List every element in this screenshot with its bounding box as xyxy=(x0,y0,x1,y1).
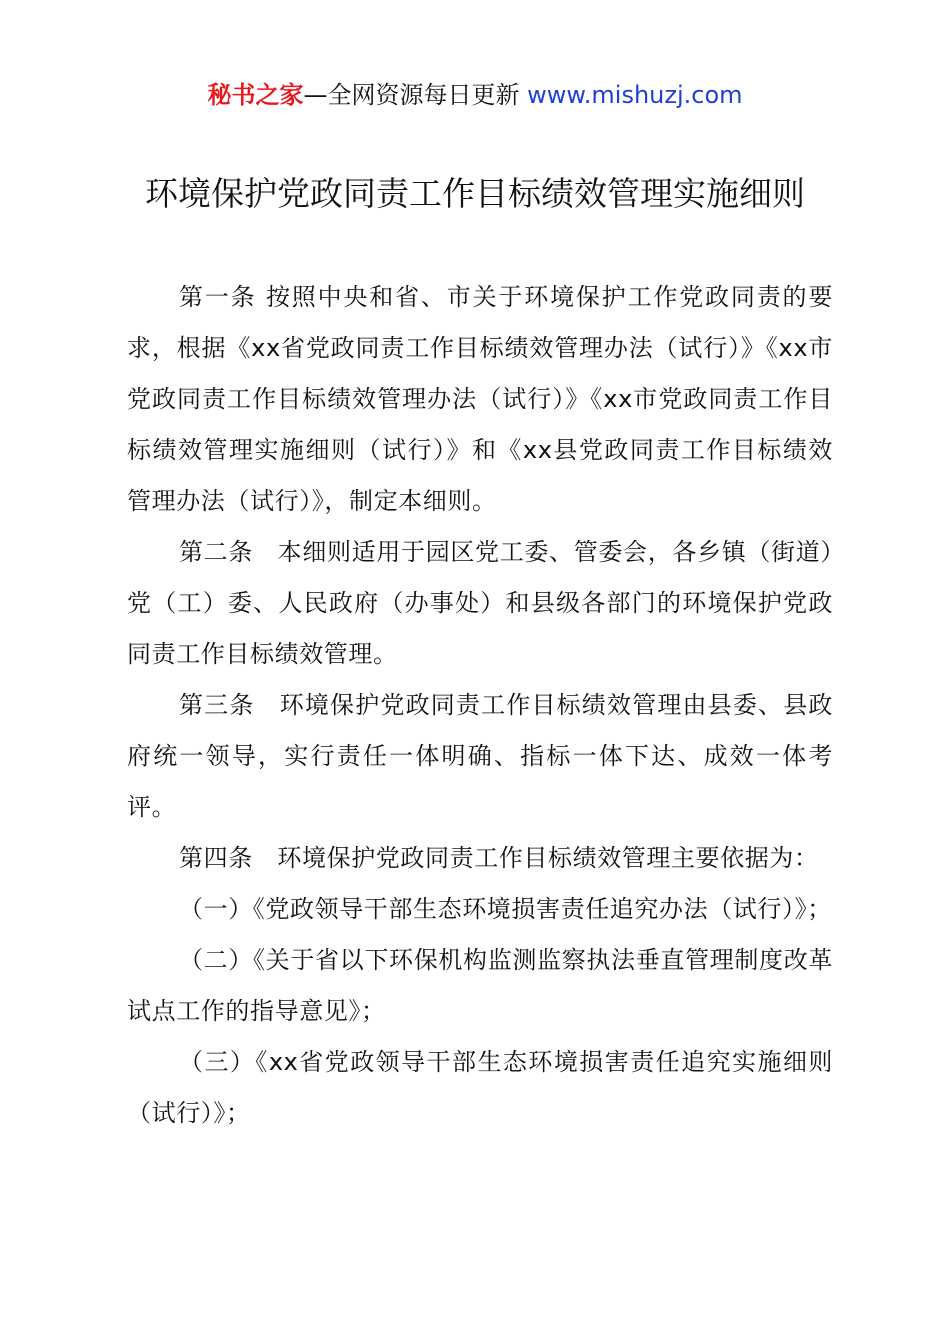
site-url-link[interactable]: www.mishuzj.com xyxy=(527,81,743,109)
article-4-paragraph: 第四条 环境保护党政同责工作目标绩效管理主要依据为： xyxy=(179,844,819,872)
brand-name: 秘书之家 xyxy=(207,81,304,109)
article-1-paragraph: 第一条 按照中央和省、市关于环境保护工作党政同责的要求，根据《xx省党政同责工作目标绩效管理办法（试行）》《xx市党政同责工作目标绩效管理办法（试行）》《xx市党政同责工作目标绩效管理实施细则（试行）》和《xx县党政同责工作目标绩效管理办法（试行）》，制定本细则。 xyxy=(127,283,833,515)
banner-tagline: —全网资源每日更新 xyxy=(303,81,528,109)
basis-item-2: （二）《关于省以下环保机构监测监察执法垂直管理制度改革试点工作的指导意见》； xyxy=(127,946,833,1025)
article-3-paragraph: 第三条 环境保护党政同责工作目标绩效管理由县委、县政府统一领导，实行责任一体明确、指标一体下达、成效一体考评。 xyxy=(127,691,833,821)
article-2-paragraph: 第二条 本细则适用于园区党工委、管委会，各乡镇（街道）党（工）委、人民政府（办事处）和县级各部门的环境保护党政同责工作目标绩效管理。 xyxy=(127,538,833,668)
basis-item-3: （三）《xx省党政领导干部生态环境损害责任追究实施细则（试行）》； xyxy=(127,1048,833,1127)
document-title: 环境保护党政同责工作目标绩效管理实施细则 xyxy=(145,174,805,213)
site-banner xyxy=(0,78,950,112)
document-body xyxy=(127,272,833,1139)
basis-item-1: （一）《党政领导干部生态环境损害责任追究办法（试行）》； xyxy=(179,895,832,923)
